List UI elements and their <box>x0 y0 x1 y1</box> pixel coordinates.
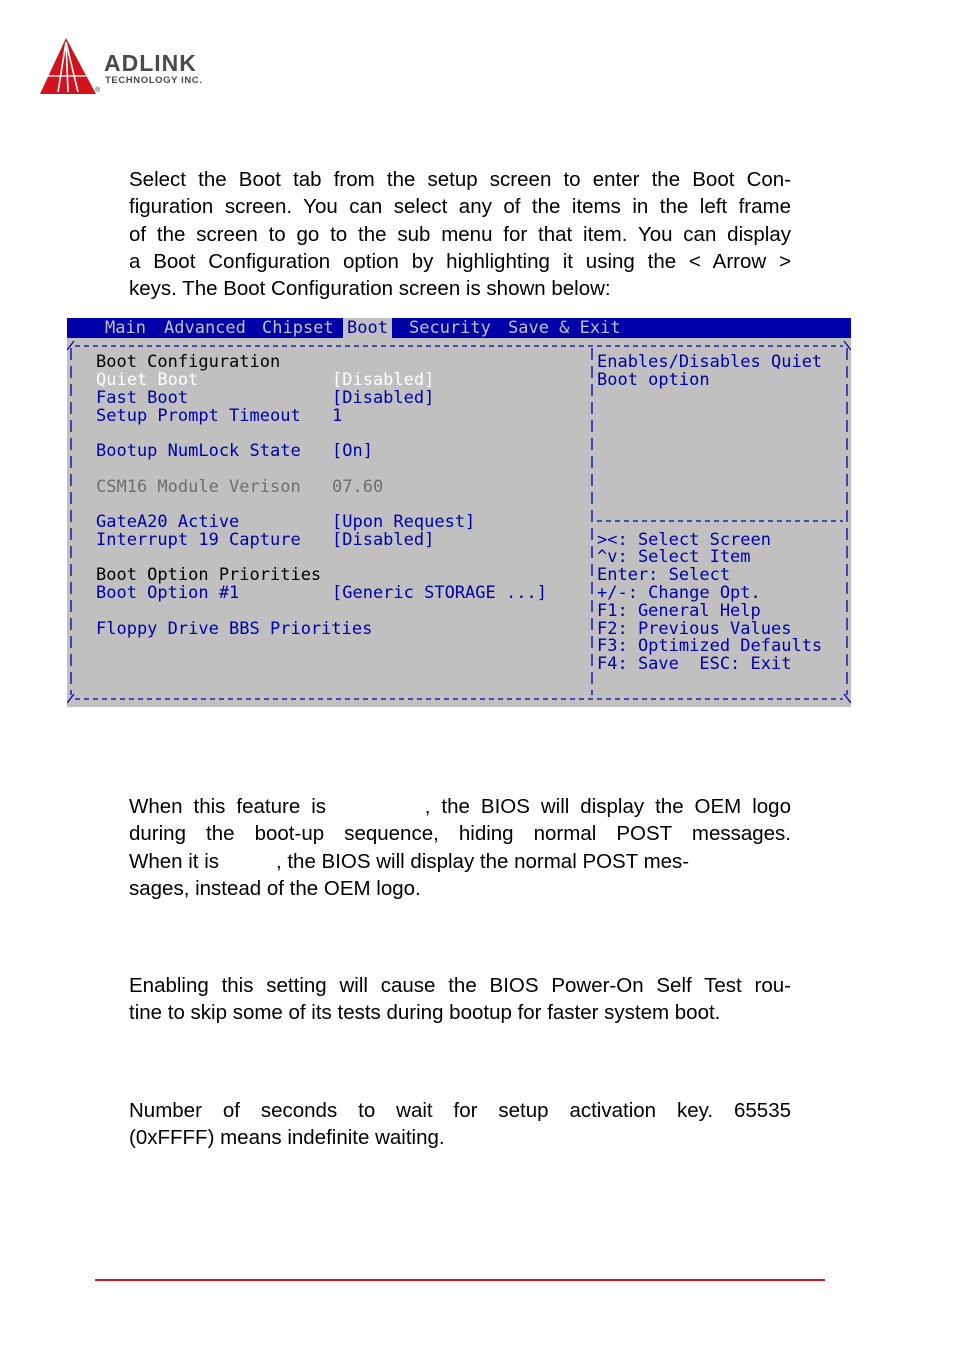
fast-boot-paragraph <box>129 972 791 1027</box>
key-help-line: F3: Optimized Defaults <box>597 636 823 656</box>
tab-main[interactable]: Main <box>105 318 146 338</box>
text-line: When this feature is , the BIOS will display the OEM logo <box>129 795 791 818</box>
text-line: sages, instead of the OEM logo. <box>129 876 421 900</box>
option-numlock-label[interactable]: Bootup NumLock State <box>96 441 301 461</box>
intro-paragraph <box>129 166 791 302</box>
text-line: (0xFFFF) means indefinite waiting. <box>129 1126 445 1150</box>
section-title-boot-priorities: Boot Option Priorities <box>96 565 322 585</box>
key-help-line: ^v: Select Item <box>597 547 751 567</box>
tab-advanced[interactable]: Advanced <box>164 318 246 338</box>
adlink-triangle-icon <box>38 36 102 98</box>
quiet-boot-paragraph <box>129 793 791 902</box>
text-line: Select the Boot tab from the setup screen to enter the Boot Con- <box>129 168 791 191</box>
key-help-line: F4: Save ESC: Exit <box>597 654 792 674</box>
adlink-logo <box>38 36 238 100</box>
tab-security[interactable]: Security <box>409 318 491 338</box>
option-boot-option-1-label[interactable]: Boot Option #1 <box>96 583 240 603</box>
key-help-line: +/-: Change Opt. <box>597 583 761 603</box>
option-boot-option-1-value[interactable]: [Generic STORAGE ...] <box>332 583 547 603</box>
option-gatea20-value[interactable]: [Upon Request] <box>332 512 476 532</box>
help-text-line: Boot option <box>597 370 710 390</box>
key-help-line: F1: General Help <box>597 601 761 621</box>
setup-prompt-paragraph <box>129 1097 791 1152</box>
section-title-boot-configuration: Boot Configuration <box>96 352 281 372</box>
footer-divider <box>95 1279 825 1281</box>
tab-chipset[interactable]: Chipset <box>262 318 334 338</box>
help-text-line: Enables/Disables Quiet <box>597 352 823 372</box>
text-line: When it is , the BIOS will display the normal POST mes- <box>129 849 690 873</box>
option-interrupt19-label[interactable]: Interrupt 19 Capture <box>96 530 301 550</box>
option-fast-boot-label[interactable]: Fast Boot <box>96 388 189 408</box>
key-help-line: F2: Previous Values <box>597 619 792 639</box>
text-line: Number of seconds to wait for setup activation key. 65535 <box>129 1099 791 1122</box>
option-quiet-boot-value[interactable]: [Disabled] <box>332 370 435 390</box>
option-interrupt19-value[interactable]: [Disabled] <box>332 530 435 550</box>
text-line: tine to skip some of its tests during bootup for faster system boot. <box>129 1001 721 1025</box>
option-fast-boot-value[interactable]: [Disabled] <box>332 388 435 408</box>
option-quiet-boot-label[interactable]: Quiet Boot <box>96 370 199 390</box>
csm16-module-version-label: CSM16 Module Verison <box>96 477 301 497</box>
brand-name: ADLINK <box>104 50 197 76</box>
text-line: during the boot-up sequence, hiding normal POST messages. <box>129 822 791 846</box>
tab-save-exit[interactable]: Save & Exit <box>508 318 621 338</box>
text-line: a Boot Configuration option by highlighting it using the < Arrow > <box>129 249 791 273</box>
option-floppy-bbs-priorities[interactable]: Floppy Drive BBS Priorities <box>96 619 373 639</box>
key-help-line: ><: Select Screen <box>597 530 771 550</box>
option-gatea20-label[interactable]: GateA20 Active <box>96 512 240 532</box>
option-numlock-value[interactable]: [On] <box>332 441 373 461</box>
bios-menu-bar <box>67 318 851 338</box>
registered-mark: ® <box>95 87 101 94</box>
brand-subtitle: TECHNOLOGY INC. <box>105 75 203 86</box>
tab-boot[interactable]: Boot <box>343 318 392 338</box>
option-setup-prompt-timeout-label[interactable]: Setup Prompt Timeout <box>96 406 301 426</box>
key-help-line: Enter: Select <box>597 565 731 585</box>
bios-boot-screen <box>67 318 851 707</box>
text-line: figuration screen. You can select any of the items in the left frame <box>129 195 791 219</box>
text-line: Enabling this setting will cause the BIOS Power-On Self Test rou- <box>129 974 791 997</box>
csm16-module-version-value: 07.60 <box>332 477 384 497</box>
option-setup-prompt-timeout-value[interactable]: 1 <box>332 406 343 426</box>
text-line: keys. The Boot Configuration screen is shown below: <box>129 277 611 301</box>
text-line: of the screen to go to the sub menu for that item. You can display <box>129 222 791 246</box>
